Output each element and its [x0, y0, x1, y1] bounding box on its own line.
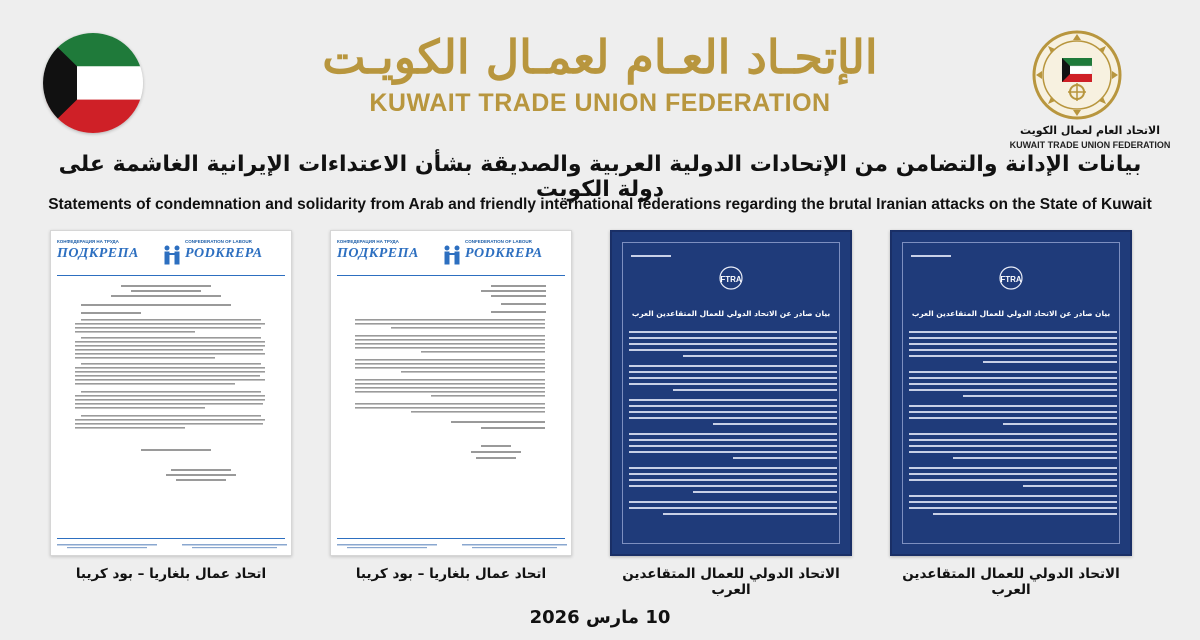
statement-body-text [623, 325, 840, 544]
podkrepa-letter-1[interactable] [50, 230, 292, 556]
union-name-bulgarian: ПОДКРЕПА [337, 246, 419, 261]
org-name-english: CONFEDERATION OF LABOUR [465, 239, 532, 244]
podkrepa-figures-icon [440, 243, 464, 267]
caption-podkrepa-1: اتحاد عمال بلغاريا – بود كريبا [75, 566, 267, 582]
footer-address [337, 543, 567, 549]
podkrepa-figures-icon [160, 243, 184, 267]
publication-date: 10 مارس 2026 [529, 607, 671, 628]
org-name-bulgarian: КОНФЕДЕРАЦИЯ НА ТРУДА [57, 239, 119, 244]
headline-arabic: بيانات الإدانة والتضامن من الإتحادات الدولية العربية والصديقة بشأن الاعتداءات الإيرانية الغاشمة على دولة الكويت [58, 152, 1142, 202]
statement-date-line [631, 253, 671, 259]
federation-title-english: KUWAIT TRADE UNION FEDERATION [369, 89, 831, 117]
ftra-logo-text: FTRA [720, 275, 742, 284]
kuwait-flag-icon [43, 33, 143, 133]
ftra-logo-icon [713, 265, 749, 295]
page-header [0, 0, 1200, 150]
statement-heading: بيان صادر عن الاتحاد الدولي للعمال المتقاعدين العرب [631, 309, 831, 318]
caption-ftra-1: الاتحاد الدولي للعمال المتقاعدين العرب [622, 566, 840, 598]
letterhead [51, 231, 291, 279]
federation-logo-icon [1032, 30, 1122, 120]
federation-title-arabic: الإتحـاد العـام لعمـال الكويـت [322, 30, 878, 84]
statement-date-line [911, 253, 951, 259]
logo-caption-english: KUWAIT TRADE UNION FEDERATION [1009, 140, 1171, 150]
caption-podkrepa-2: اتحاد عمال بلغاريا – بود كريبا [355, 566, 547, 582]
ftra-logo-icon [993, 265, 1029, 295]
footer-divider [337, 538, 565, 539]
union-name-english: PODKREPA [465, 246, 543, 261]
union-name-bulgarian: ПОДКРЕПА [57, 246, 139, 261]
letterhead [331, 231, 571, 279]
org-name-english: CONFEDERATION OF LABOUR [185, 239, 252, 244]
podkrepa-letter-2[interactable] [330, 230, 572, 556]
statement-body-text [903, 325, 1120, 544]
statement-heading: بيان صادر عن الاتحاد الدولي للعمال المتقاعدين العرب [911, 309, 1111, 318]
letter-body-text [51, 279, 292, 529]
org-name-bulgarian: КОНФЕДЕРАЦИЯ НА ТРУДА [337, 239, 399, 244]
caption-ftra-2: الاتحاد الدولي للعمال المتقاعدين العرب [902, 566, 1120, 598]
logo-caption-arabic: الاتحاد العام لعمال الكويت [1020, 124, 1160, 137]
letterhead-divider [337, 275, 565, 276]
footer-divider [57, 538, 285, 539]
union-name-english: PODKREPA [185, 246, 263, 261]
letterhead-divider [57, 275, 285, 276]
ftra-statement-1[interactable] [610, 230, 852, 556]
letter-body-text [331, 279, 572, 529]
ftra-statement-2[interactable] [890, 230, 1132, 556]
ftra-logo-text: FTRA [1000, 275, 1022, 284]
footer-address [57, 543, 287, 549]
headline-english: Statements of condemnation and solidarity from Arab and friendly international federations regarding the brutal Iranian attacks on the State of Kuwait [48, 196, 1152, 213]
